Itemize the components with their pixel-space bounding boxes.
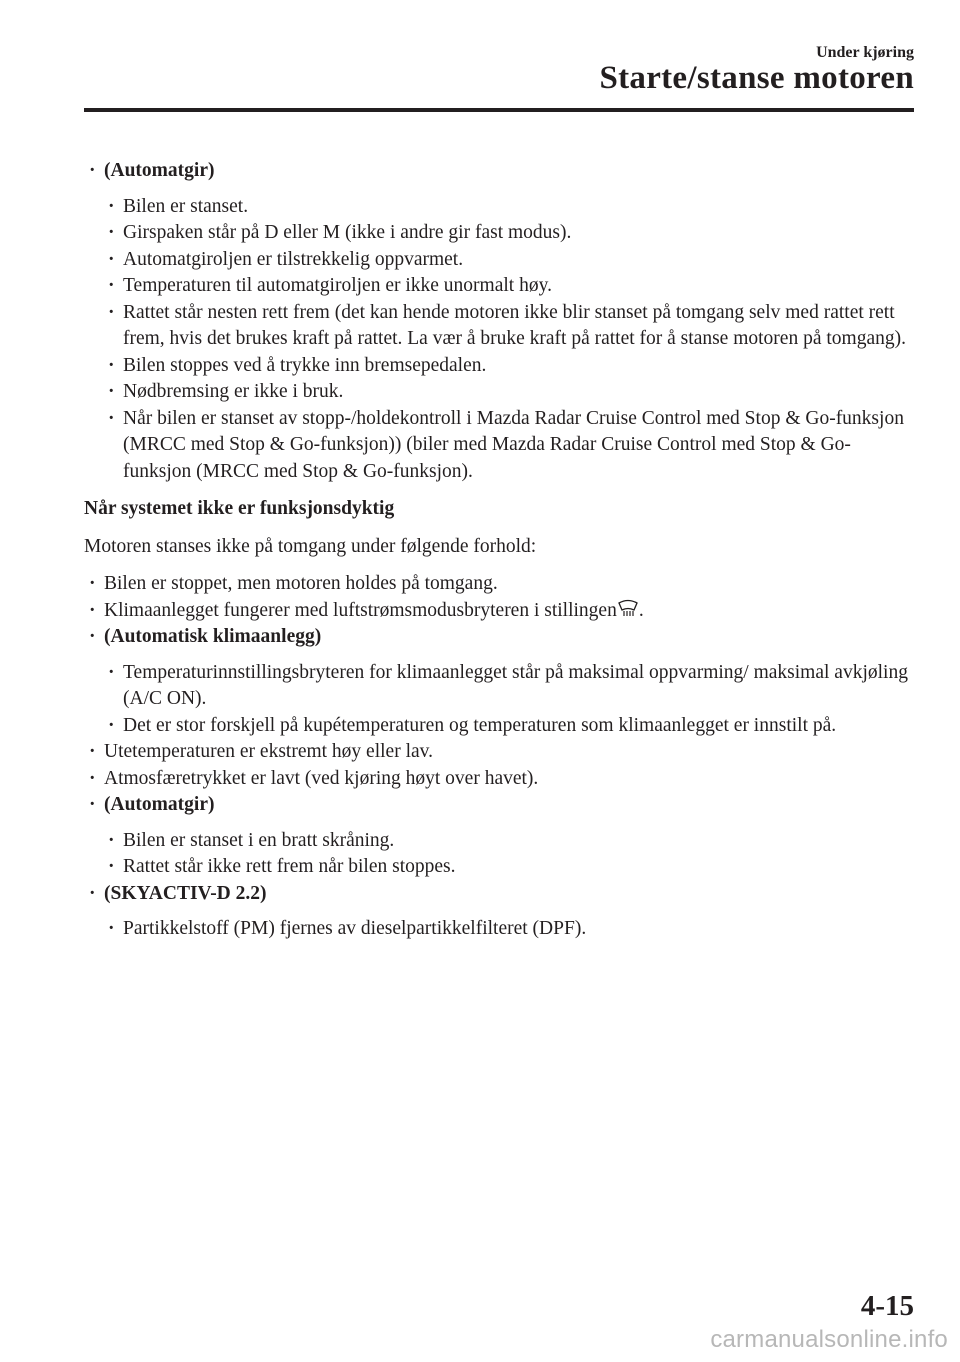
- list-item: · Det er stor forskjell på kupétemperaturen og temperaturen som klimaanlegget er innstilt på.: [103, 713, 914, 740]
- list-item: · Nødbremsing er ikke i bruk.: [103, 379, 914, 406]
- automatisk-klima-label: · (Automatisk klimaanlegg): [84, 624, 914, 651]
- klima-text: Klimaanlegget fungerer med luftstrømsmodusbryteren i stillingen: [104, 599, 617, 621]
- automatgir-label: · (Automatgir): [84, 158, 914, 185]
- automatgir-label-2: · (Automatgir): [84, 792, 914, 819]
- list-item: · Rattet står nesten rett frem (det kan hende motoren ikke blir stanset på tomgang selv med rattet rett frem, hvis det brukes kraft på rattet. La vær å bruke kraft på rattet for å stanse motoren på tomgang).: [103, 300, 914, 353]
- list-item: · Automatgiroljen er tilstrekkelig oppvarmet.: [103, 247, 914, 274]
- list-item: · Bilen er stanset i en bratt skråning.: [103, 828, 914, 855]
- section-label: Under kjøring: [816, 44, 914, 61]
- list-item: · Utetemperaturen er ekstremt høy eller lav.: [84, 739, 914, 766]
- list-item-klima: [84, 598, 914, 625]
- list-item: · Temperaturinnstillingsbryteren for klimaanlegget står på maksimal oppvarming/ maksimal avkjøling (A/C ON).: [103, 660, 914, 713]
- page-number: 4-15: [860, 1290, 914, 1322]
- list-item: · Bilen er stoppet, men motoren holdes på tomgang.: [84, 571, 914, 598]
- list-item: · Partikkelstoff (PM) fjernes av dieselpartikkelfilteret (DPF).: [103, 916, 914, 943]
- list-item: · Bilen er stanset.: [103, 194, 914, 221]
- intro-paragraph: Motoren stanses ikke på tomgang under følgende forhold:: [84, 535, 537, 557]
- page-content: [84, 158, 914, 943]
- windshield-defroster-icon: [617, 599, 639, 617]
- list-item: · Bilen stoppes ved å trykke inn bremsepedalen.: [103, 353, 914, 380]
- list-item: · Atmosfæretrykket er lavt (ved kjøring høyt over havet).: [84, 766, 914, 793]
- watermark: carmanualsonline.info: [710, 1326, 948, 1353]
- automatgir-group-1: [84, 158, 914, 485]
- list-item: · Når bilen er stanset av stopp-/holdekontroll i Mazda Radar Cruise Control med Stop & Go-funksjon (MRCC med Stop & Go-funksjon)) (biler med Mazda Radar Cruise Control med Stop & Go-funksjon (MRCC med Stop & Go-funksjon).: [103, 406, 914, 486]
- list-item: · Girspaken står på D eller M (ikke i andre gir fast modus).: [103, 220, 914, 247]
- list-item: · Temperaturen til automatgiroljen er ikke unormalt høy.: [103, 273, 914, 300]
- list-item: · Rattet står ikke rett frem når bilen stoppes.: [103, 854, 914, 881]
- skyactiv-label: · (SKYACTIV-D 2.2): [84, 881, 914, 908]
- page-title: Starte/stanse motoren: [599, 60, 914, 96]
- section-heading: Når systemet ikke er funksjonsdyktig: [84, 498, 395, 519]
- header-rule: [84, 108, 914, 112]
- klima-text-end: .: [638, 599, 644, 621]
